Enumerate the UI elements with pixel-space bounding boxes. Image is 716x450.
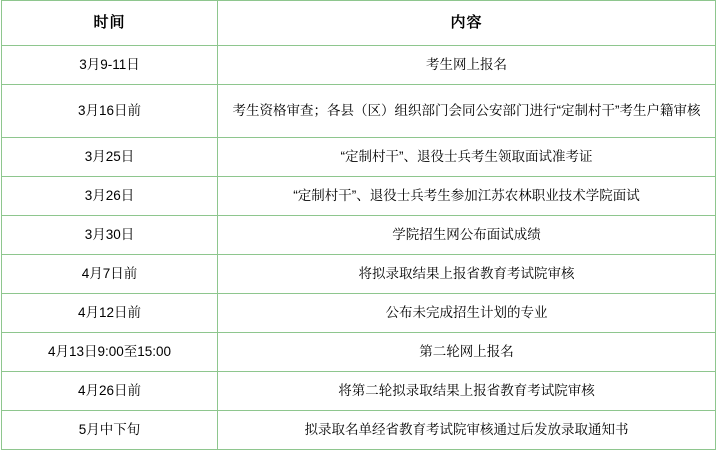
cell-content: 考生资格审查；各县（区）组织部门会同公安部门进行“定制村干”考生户籍审核 [218, 85, 716, 138]
cell-time: 3月30日 [2, 216, 218, 255]
table-row [2, 85, 716, 138]
schedule-table [1, 0, 716, 450]
cell-time: 5月中下旬 [2, 411, 218, 450]
cell-content: 考生网上报名 [218, 46, 716, 85]
cell-time: 4月26日前 [2, 372, 218, 411]
table-row [2, 46, 716, 85]
cell-content: “定制村干”、退役士兵考生领取面试准考证 [218, 138, 716, 177]
cell-time: 3月26日 [2, 177, 218, 216]
cell-content: 学院招生网公布面试成绩 [218, 216, 716, 255]
table-body [2, 46, 716, 450]
table-header [2, 1, 716, 46]
cell-content: 公布未完成招生计划的专业 [218, 294, 716, 333]
cell-time: 4月13日9:00至15:00 [2, 333, 218, 372]
column-header-time: 时间 [2, 1, 218, 46]
table-row [2, 294, 716, 333]
table-row [2, 333, 716, 372]
cell-time: 4月7日前 [2, 255, 218, 294]
cell-time: 3月25日 [2, 138, 218, 177]
column-header-content: 内容 [218, 1, 716, 46]
table-row [2, 138, 716, 177]
table-row [2, 177, 716, 216]
cell-content: 拟录取名单经省教育考试院审核通过后发放录取通知书 [218, 411, 716, 450]
cell-time: 4月12日前 [2, 294, 218, 333]
cell-content: 将第二轮拟录取结果上报省教育考试院审核 [218, 372, 716, 411]
cell-content: 第二轮网上报名 [218, 333, 716, 372]
cell-time: 3月9-11日 [2, 46, 218, 85]
table-row [2, 372, 716, 411]
table-row [2, 255, 716, 294]
cell-content: 将拟录取结果上报省教育考试院审核 [218, 255, 716, 294]
table-row [2, 216, 716, 255]
table-header-row [2, 1, 716, 46]
table-row [2, 411, 716, 450]
cell-content: “定制村干”、退役士兵考生参加江苏农林职业技术学院面试 [218, 177, 716, 216]
cell-time: 3月16日前 [2, 85, 218, 138]
